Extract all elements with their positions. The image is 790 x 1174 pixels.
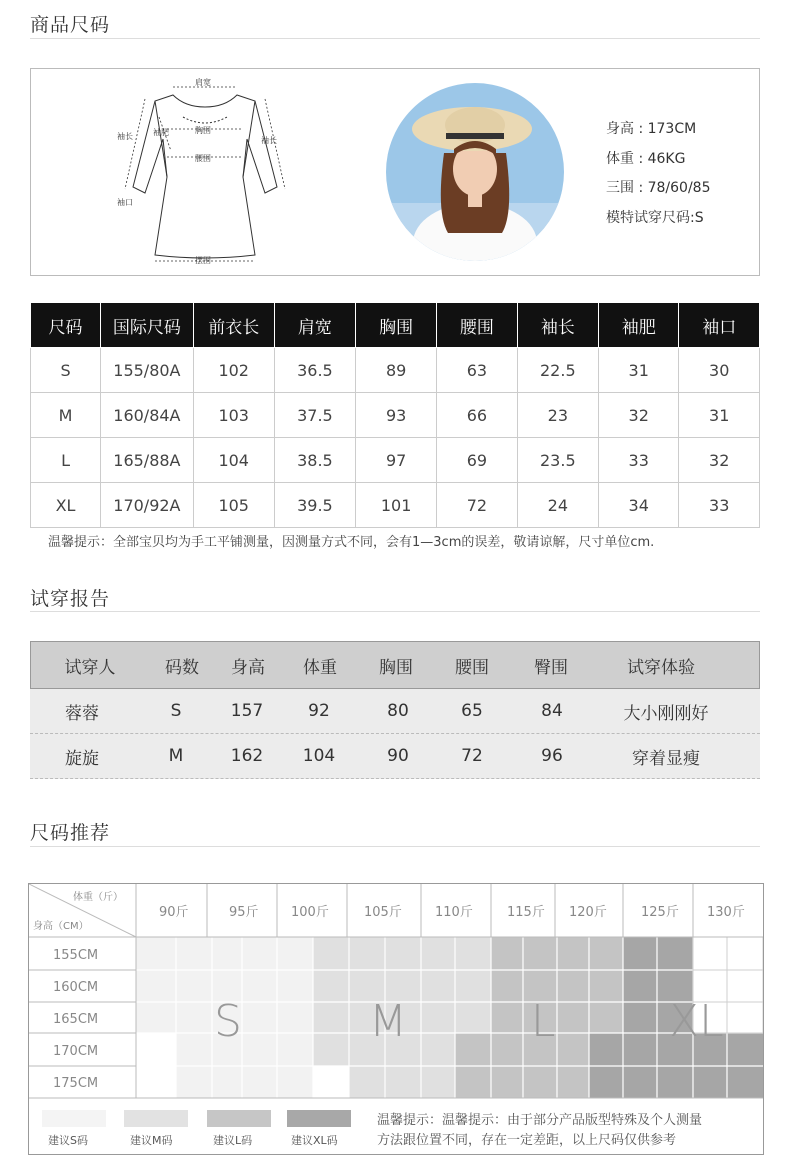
table-cell: 32: [599, 393, 679, 438]
report-cell: 旋旋: [65, 748, 99, 769]
label-shoulder: 肩宽: [195, 78, 211, 87]
model-photo: [386, 83, 564, 261]
table-cell: 34: [599, 483, 679, 528]
height-label: 165CM: [53, 1012, 99, 1027]
zone-label-m: M: [369, 996, 407, 1047]
report-cell: 157: [230, 701, 264, 721]
zone-label-xl: XL: [669, 996, 724, 1047]
table-row: [31, 483, 760, 528]
section-divider: [30, 611, 760, 612]
header-cell: 袖口: [679, 303, 760, 348]
table-cell: 102: [193, 348, 274, 393]
model-height: 身高 : 173CM: [606, 121, 697, 137]
table-cell: 31: [679, 393, 760, 438]
table-cell: 97: [356, 438, 437, 483]
report-header-cell: 臀围: [534, 657, 568, 678]
report-cell: 84: [541, 701, 563, 721]
label-sleeve-width: 袖肥: [153, 128, 169, 137]
corner-height: 身高（CM）: [33, 921, 89, 932]
report-cell: 92: [308, 701, 330, 721]
table-cell: 89: [356, 348, 437, 393]
table-cell: 33: [679, 483, 760, 528]
section-divider: [30, 846, 760, 847]
zone-label-l: L: [531, 996, 556, 1047]
height-label: 170CM: [53, 1044, 99, 1059]
dress-measurement-diagram: [115, 77, 295, 267]
weight-header: 115斤: [507, 905, 545, 920]
report-header-cell: 胸围: [379, 657, 413, 678]
weight-header: 125斤: [641, 905, 679, 920]
header-cell: 腰围: [437, 303, 517, 348]
weight-header: 130斤: [707, 905, 745, 920]
weight-header: 120斤: [569, 905, 607, 920]
table-cell: 105: [193, 483, 274, 528]
table-cell: 23.5: [517, 438, 598, 483]
height-label: 160CM: [53, 980, 99, 995]
table-cell: 31: [599, 348, 679, 393]
report-cell: S: [170, 701, 182, 721]
report-header-cell: 码数: [165, 657, 199, 678]
section-title-size: 商品尺码: [30, 14, 111, 36]
table-cell: 23: [517, 393, 598, 438]
weight-header: 100斤: [291, 905, 329, 920]
report-cell: 80: [387, 701, 409, 721]
report-header-cell: 试穿人: [64, 657, 116, 678]
recommend-note-line2: 方法跟位置不同，存在一定差距，以上尺码仅供参考: [377, 1133, 677, 1148]
label-sleeve-right: 袖长: [261, 136, 277, 145]
legend-label-xl: 建议XL码: [291, 1134, 338, 1147]
weight-header: 90斤: [159, 905, 189, 920]
report-cell: 大小刚刚好: [623, 703, 709, 724]
height-label: 175CM: [53, 1076, 99, 1091]
legend-swatch-s: [42, 1110, 106, 1127]
table-cell: 165/88A: [101, 438, 194, 483]
table-row: [31, 438, 760, 483]
report-cell: 104: [302, 746, 336, 766]
table-cell: 24: [517, 483, 598, 528]
table-cell: 36.5: [274, 348, 355, 393]
header-cell: 肩宽: [274, 303, 355, 348]
table-cell: M: [31, 393, 101, 438]
label-cuff: 袖口: [117, 198, 133, 207]
zone-label-s: S: [214, 996, 242, 1047]
header-cell: 胸围: [356, 303, 437, 348]
label-hem: 摆围: [195, 256, 211, 265]
section-title-report: 试穿报告: [30, 588, 111, 610]
recommend-note-line1: 温馨提示：温馨提示：由于部分产品版型特殊及个人测量: [377, 1113, 703, 1128]
table-cell: 155/80A: [101, 348, 194, 393]
table-cell: 30: [679, 348, 760, 393]
legend-swatch-l: [207, 1110, 271, 1127]
legend-label-m: 建议M码: [130, 1134, 173, 1147]
legend-label-l: 建议L码: [213, 1134, 253, 1147]
report-cell: 65: [461, 701, 483, 721]
table-row: [31, 348, 760, 393]
report-cell: 162: [230, 746, 264, 766]
model-size: 模特试穿尺码:S: [606, 209, 704, 226]
model-info: [606, 115, 711, 233]
table-cell: 101: [356, 483, 437, 528]
label-sleeve-left: 袖长: [117, 132, 133, 141]
report-cell: 穿着显瘦: [632, 748, 700, 769]
report-header-cell: 体重: [303, 657, 337, 678]
table-cell: 32: [679, 438, 760, 483]
model-weight: 体重 : 46KG: [606, 150, 686, 167]
table-row: [31, 393, 760, 438]
report-cell: 90: [387, 746, 409, 766]
corner-weight: 体重（斤）: [73, 892, 123, 903]
table-cell: L: [31, 438, 101, 483]
report-cell: M: [168, 746, 184, 766]
section-title-recommend: 尺码推荐: [30, 822, 111, 844]
table-cell: 66: [437, 393, 517, 438]
header-cell: 袖肥: [599, 303, 679, 348]
table-cell: 93: [356, 393, 437, 438]
report-row: [30, 734, 760, 779]
table-cell: 69: [437, 438, 517, 483]
table-cell: 33: [599, 438, 679, 483]
table-cell: 39.5: [274, 483, 355, 528]
table-cell: 104: [193, 438, 274, 483]
table-cell: 37.5: [274, 393, 355, 438]
table-cell: 160/84A: [101, 393, 194, 438]
header-cell: 尺码: [31, 303, 101, 348]
table-cell: 170/92A: [101, 483, 194, 528]
table-cell: 38.5: [274, 438, 355, 483]
legend-label-s: 建议S码: [48, 1134, 88, 1147]
header-cell: 袖长: [517, 303, 598, 348]
weight-header: 95斤: [229, 905, 259, 920]
model-measurements: 三围 : 78/60/85: [606, 180, 711, 196]
section-divider: [30, 38, 760, 39]
legend-swatch-m: [124, 1110, 188, 1127]
size-table-header: [31, 303, 760, 348]
header-cell: 国际尺码: [101, 303, 194, 348]
legend-swatch-xl: [287, 1110, 351, 1127]
header-cell: 前衣长: [193, 303, 274, 348]
report-header: [30, 641, 760, 689]
label-chest: 胸围: [195, 126, 211, 135]
table-cell: 22.5: [517, 348, 598, 393]
report-row: [30, 689, 760, 734]
size-info-panel: [30, 68, 760, 276]
label-waist: 腰围: [195, 154, 211, 163]
report-header-cell: 身高: [231, 657, 265, 678]
size-recommendation-grid: [28, 883, 764, 1155]
size-note: 温馨提示：全部宝贝均为手工平铺测量，因测量方式不同，会有1—3cm的误差，敬请谅解，尺寸单位cm.: [48, 535, 655, 550]
size-table: [30, 302, 760, 528]
weight-header: 105斤: [364, 905, 402, 920]
height-label: 155CM: [53, 948, 99, 963]
table-cell: 72: [437, 483, 517, 528]
table-cell: 103: [193, 393, 274, 438]
weight-header: 110斤: [435, 905, 473, 920]
table-cell: S: [31, 348, 101, 393]
report-cell: 蓉蓉: [65, 703, 99, 724]
try-on-report: [30, 641, 760, 779]
table-cell: XL: [31, 483, 101, 528]
report-header-cell: 腰围: [455, 657, 489, 678]
report-cell: 96: [541, 746, 563, 766]
report-header-cell: 试穿体验: [627, 657, 695, 678]
report-cell: 72: [461, 746, 483, 766]
table-cell: 63: [437, 348, 517, 393]
